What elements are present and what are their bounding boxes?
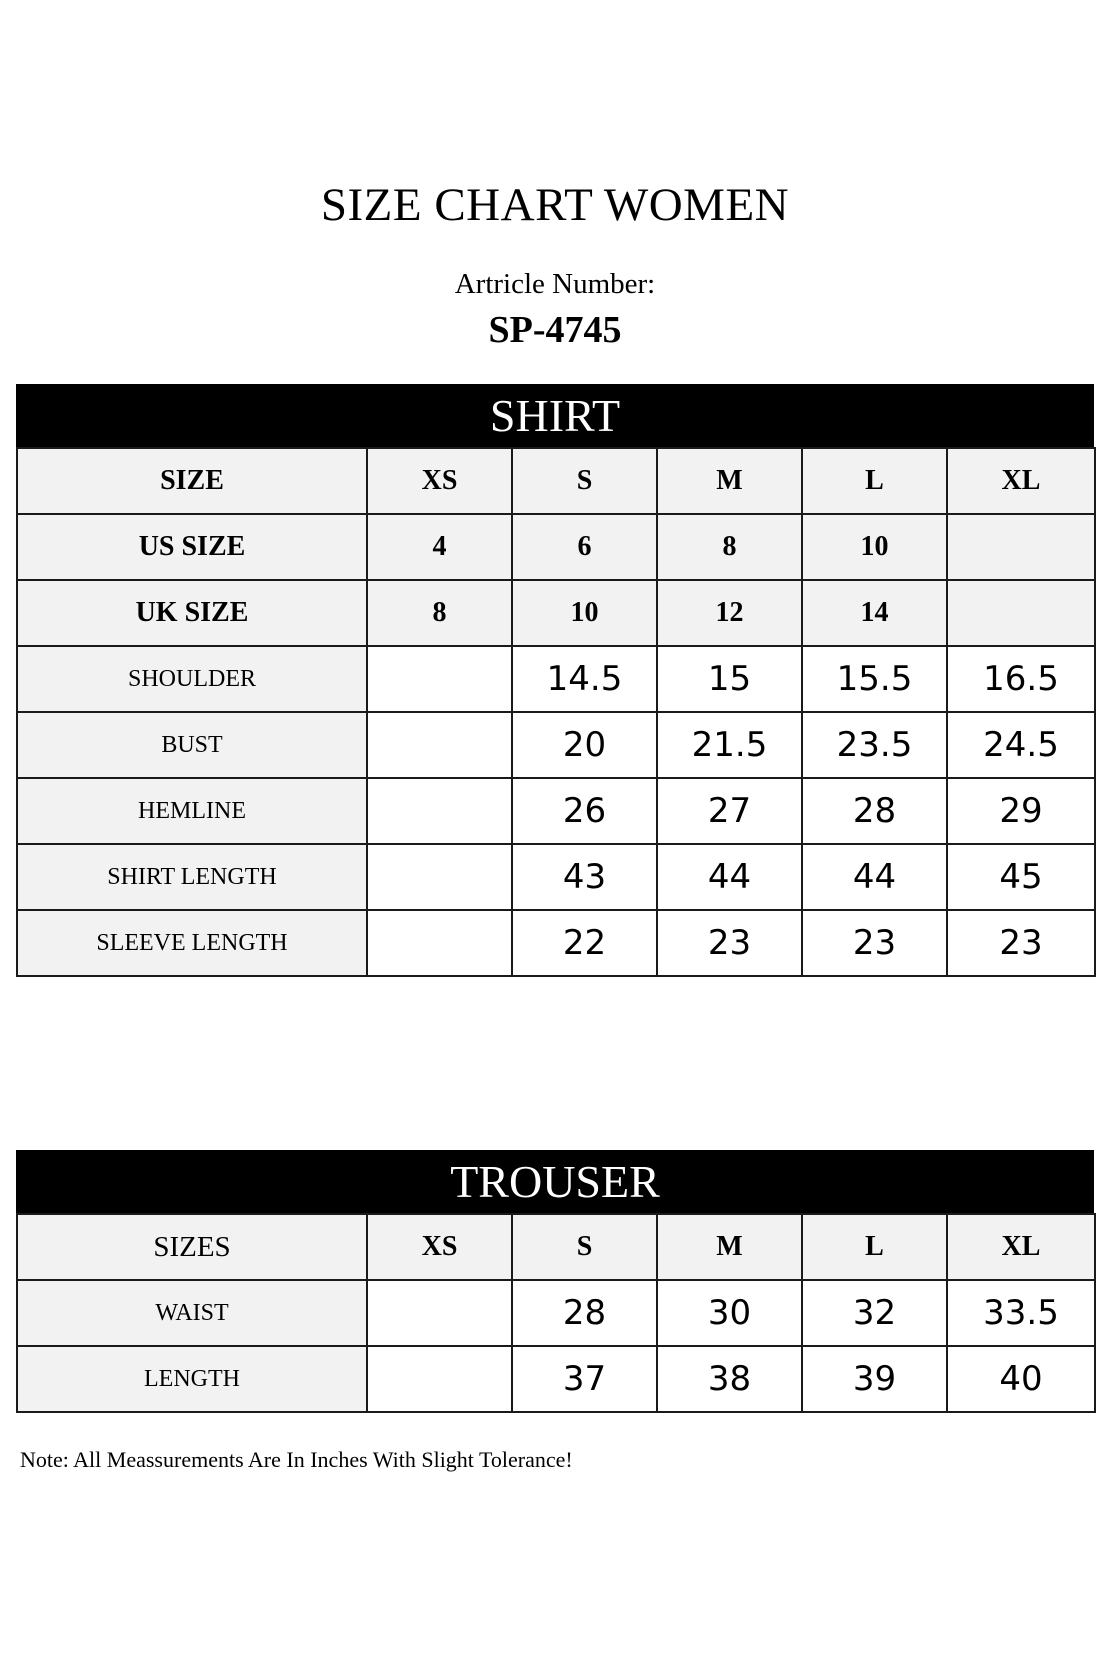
shirt-table-header: SHIRT bbox=[16, 384, 1094, 447]
table-cell: 23 bbox=[947, 910, 1095, 976]
trouser-grid bbox=[16, 1213, 1096, 1413]
shirt-measurement-row-shoulder bbox=[17, 646, 1095, 712]
table-cell: 22 bbox=[512, 910, 657, 976]
table-cell: 23 bbox=[657, 910, 802, 976]
table-cell: 4 bbox=[367, 514, 512, 580]
row-label: WAIST bbox=[17, 1280, 367, 1346]
shirt-measurement-row-sleeve-length bbox=[17, 910, 1095, 976]
size-header-xl: XL bbox=[947, 1214, 1095, 1280]
table-cell: 14.5 bbox=[512, 646, 657, 712]
row-label: SIZES bbox=[17, 1214, 367, 1280]
table-cell: 16.5 bbox=[947, 646, 1095, 712]
size-header-s: S bbox=[512, 1214, 657, 1280]
shirt-us-size-row bbox=[17, 514, 1095, 580]
size-header-xs: XS bbox=[367, 448, 512, 514]
table-cell: 28 bbox=[512, 1280, 657, 1346]
table-cell bbox=[367, 844, 512, 910]
size-header-s: S bbox=[512, 448, 657, 514]
row-label: HEMLINE bbox=[17, 778, 367, 844]
row-label: US SIZE bbox=[17, 514, 367, 580]
table-cell: 10 bbox=[512, 580, 657, 646]
table-cell bbox=[367, 910, 512, 976]
table-cell bbox=[367, 1280, 512, 1346]
table-cell bbox=[367, 1346, 512, 1412]
size-header-l: L bbox=[802, 1214, 947, 1280]
row-label: UK SIZE bbox=[17, 580, 367, 646]
row-label: SHOULDER bbox=[17, 646, 367, 712]
shirt-uk-size-row bbox=[17, 580, 1095, 646]
row-label: BUST bbox=[17, 712, 367, 778]
shirt-size-row bbox=[17, 448, 1095, 514]
size-header-xs: XS bbox=[367, 1214, 512, 1280]
table-cell: 15 bbox=[657, 646, 802, 712]
measurement-note: Note: All Meassurements Are In Inches With Slight Tolerance! bbox=[20, 1447, 573, 1472]
table-cell: 33.5 bbox=[947, 1280, 1095, 1346]
shirt-measurement-row-shirt-length bbox=[17, 844, 1095, 910]
table-cell: 29 bbox=[947, 778, 1095, 844]
table-cell: 32 bbox=[802, 1280, 947, 1346]
table-cell: 6 bbox=[512, 514, 657, 580]
trouser-measurement-row-waist bbox=[17, 1280, 1095, 1346]
table-cell: 26 bbox=[512, 778, 657, 844]
table-cell bbox=[367, 646, 512, 712]
table-cell: 39 bbox=[802, 1346, 947, 1412]
shirt-measurement-row-hemline bbox=[17, 778, 1095, 844]
page-title: SIZE CHART WOMEN bbox=[320, 179, 790, 231]
table-cell: 45 bbox=[947, 844, 1095, 910]
table-cell bbox=[947, 514, 1095, 580]
table-cell: 28 bbox=[802, 778, 947, 844]
table-cell: 30 bbox=[657, 1280, 802, 1346]
row-label: LENGTH bbox=[17, 1346, 367, 1412]
trouser-measurement-row-length bbox=[17, 1346, 1095, 1412]
table-cell: 44 bbox=[657, 844, 802, 910]
size-header-l: L bbox=[802, 448, 947, 514]
table-cell: 15.5 bbox=[802, 646, 947, 712]
table-cell: 10 bbox=[802, 514, 947, 580]
table-cell: 44 bbox=[802, 844, 947, 910]
size-header-xl: XL bbox=[947, 448, 1095, 514]
table-cell: 43 bbox=[512, 844, 657, 910]
table-cell: 20 bbox=[512, 712, 657, 778]
table-cell: 38 bbox=[657, 1346, 802, 1412]
trouser-size-table bbox=[16, 1150, 1094, 1413]
table-cell: 21.5 bbox=[657, 712, 802, 778]
size-header-m: M bbox=[657, 1214, 802, 1280]
shirt-grid bbox=[16, 447, 1096, 977]
article-number-value: SP-4745 bbox=[488, 309, 622, 351]
row-label: SLEEVE LENGTH bbox=[17, 910, 367, 976]
shirt-measurement-row-bust bbox=[17, 712, 1095, 778]
table-cell bbox=[367, 778, 512, 844]
size-header-m: M bbox=[657, 448, 802, 514]
table-cell bbox=[367, 712, 512, 778]
table-cell: 40 bbox=[947, 1346, 1095, 1412]
table-cell: 37 bbox=[512, 1346, 657, 1412]
article-number-label: Artricle Number: bbox=[454, 268, 656, 300]
table-cell: 23.5 bbox=[802, 712, 947, 778]
trouser-table-header: TROUSER bbox=[16, 1150, 1094, 1213]
table-cell: 27 bbox=[657, 778, 802, 844]
shirt-size-table bbox=[16, 384, 1094, 977]
trouser-size-row bbox=[17, 1214, 1095, 1280]
table-cell: 14 bbox=[802, 580, 947, 646]
table-cell bbox=[947, 580, 1095, 646]
table-cell: 8 bbox=[657, 514, 802, 580]
row-label: SIZE bbox=[17, 448, 367, 514]
table-cell: 12 bbox=[657, 580, 802, 646]
table-cell: 23 bbox=[802, 910, 947, 976]
table-cell: 24.5 bbox=[947, 712, 1095, 778]
row-label: SHIRT LENGTH bbox=[17, 844, 367, 910]
table-cell: 8 bbox=[367, 580, 512, 646]
